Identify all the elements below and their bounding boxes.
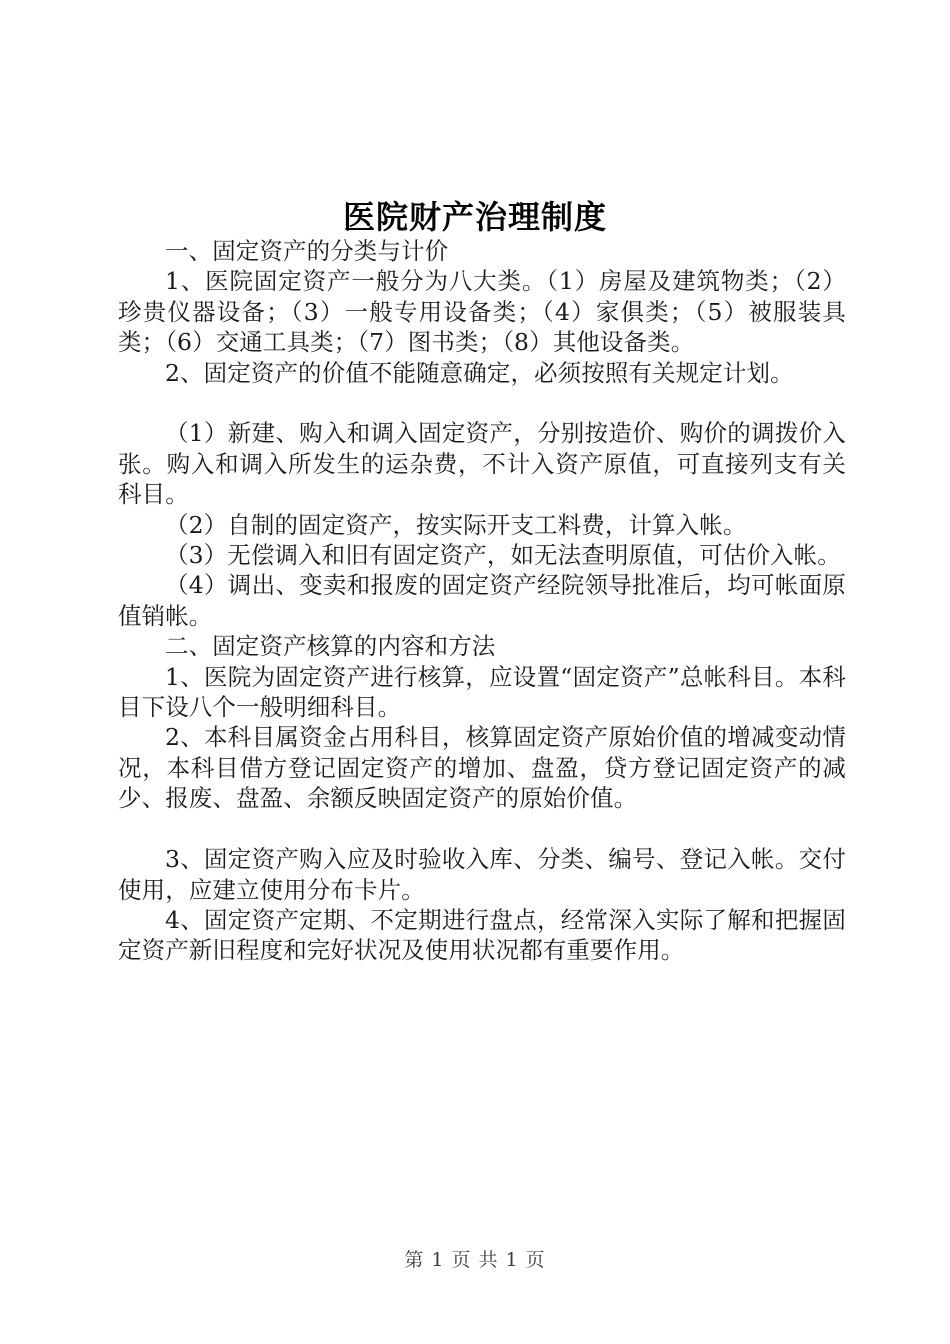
paragraph-item-1-1: 1、医院固定资产一般分为八大类。（1）房屋及建筑物类；（2）珍贵仪器设备；（3）一般专用设备类；（4）家俱类；（5）被服装具类；（6）交通工具类；（7）图书类；（8）其他设备类。 [118,267,846,357]
paragraph-item-2-3: 3、固定资产购入应及时验收入库、分类、编号、登记入帐。交付使用，应建立使用分布卡片。 [118,845,846,904]
blank-line-1 [118,388,846,418]
paragraph-item-2-4: 4、固定资产定期、不定期进行盘点，经常深入实际了解和把握固定资产新旧程度和完好状况及使用状况都有重要作用。 [118,905,846,965]
paragraph-sub-4: （4）调出、变卖和报废的固定资产经院领导批准后，均可帐面原值销帐。 [118,571,846,630]
blank-line-2 [118,814,846,844]
page-title: 医院财产治理制度 [342,198,607,237]
paragraph-sub-1: （1）新建、购入和调入固定资产，分别按造价、购价的调拨价入张。购入和调入所发生的运杂费，不计入资产原值，可直接列支有关科目。 [118,419,846,509]
paragraph-item-1-2: 2、固定资产的价值不能随意确定，必须按照有关规定计划。 [165,358,794,387]
document-body [118,236,846,966]
paragraph-section-1-heading: 一、固定资产的分类与计价 [165,237,449,265]
paragraph-section-2-heading: 二、固定资产核算的内容和方法 [165,632,496,661]
paragraph-sub-3: （3）无偿调入和旧有固定资产，如无法查明原值，可估价入帐。 [165,541,841,570]
paragraph-sub-2: （2）自制的固定资产，按实际开支工料费，计算入帐。 [165,510,747,539]
paragraph-item-2-2: 2、本科目属资金占用科目，核算固定资产原始价值的增减变动情况，本科目借方登记固定资产的增加、盘盈，贷方登记固定资产的减少、报废、盘盈、余额反映固定资产的原始价值。 [118,723,846,813]
page-number-footer: 第 1 页 共 1 页 [404,1249,546,1271]
paragraph-item-2-1: 1、医院为固定资产进行核算，应设置“固定资产”总帐科目。本科目下设八个一般明细科目。 [118,662,846,722]
